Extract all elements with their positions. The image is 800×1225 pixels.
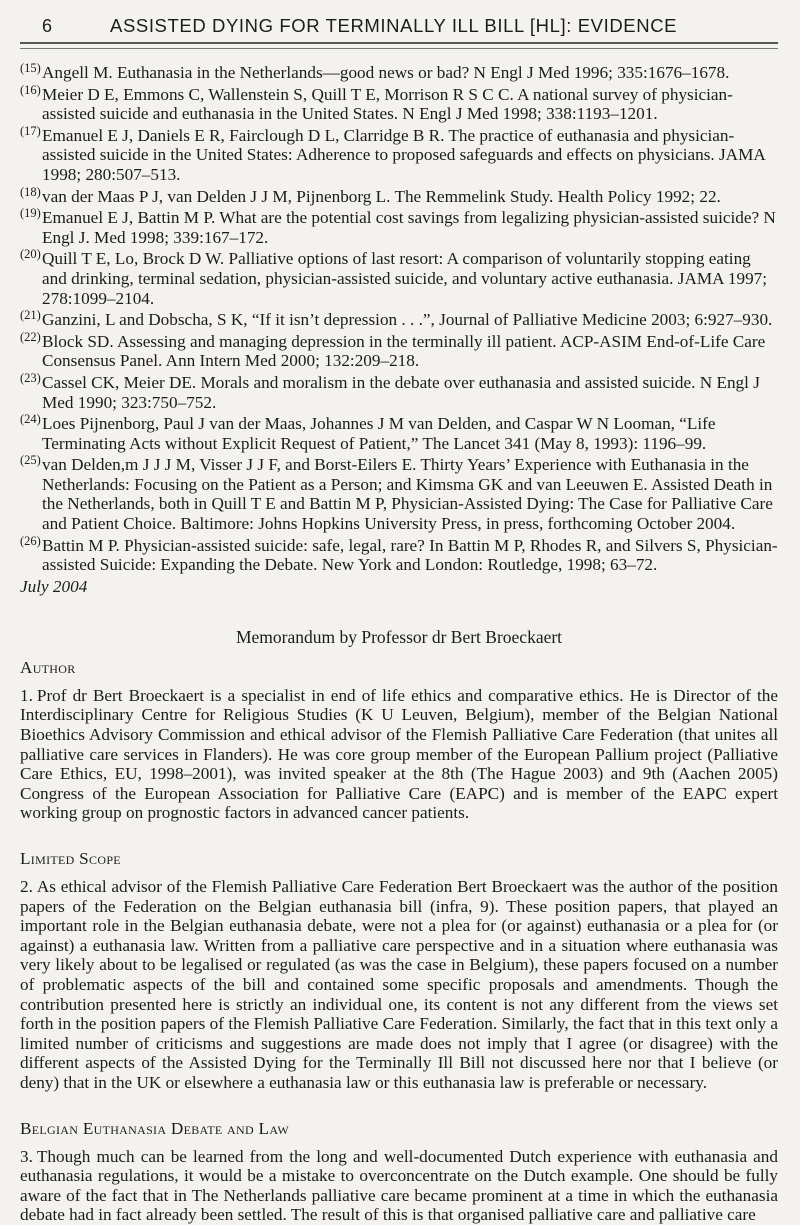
reference-number: (18) (20, 184, 41, 199)
section-heading: Limited Scope (20, 849, 121, 868)
body-paragraph (20, 686, 778, 823)
reference-number: (16) (20, 82, 41, 97)
body-paragraph (20, 877, 778, 1093)
reference-text: Meier D E, Emmons C, Wallenstein S, Quill T E, Morrison R S C C. A national survey of physician-assisted suicide and euthanasia in the United States. N Engl J Med 1998; 338:1193–1201. (42, 84, 733, 124)
paragraph-text: Though much can be learned from the long and well-documented Dutch experience with euthanasia and euthanasia regulations, it would be a mistake to overconcentrate on the Dutch example. One should be fully aware of the fact that in The Netherlands palliative care became prominent at a time in which the euthanasia debate had in fact already been settled. The result of this is that organised palliative care and palliative care (20, 1146, 778, 1225)
paragraph-number: 1. (20, 685, 33, 705)
reference-item (20, 249, 778, 308)
paragraph-number: 3. (20, 1146, 33, 1166)
running-title: ASSISTED DYING FOR TERMINALLY ILL BILL [HL]: EVIDENCE (110, 15, 678, 36)
paragraph-text: Prof dr Bert Broeckaert is a specialist in end of life ethics and comparative ethics. He is Director of the Interdisciplinary Centre for Religious Studies (K U Leuven, Belgium), member of the Belgian National Bioethics Advisory Commission and ethical advisor of the Flemish Palliative Care Federation (that unites all palliative care services in Flanders). He was core group member of the European Pallium project (Palliative Care Ethics, EU, 1998–2001), was invited speaker at the 8th (The Hague 2003) and 9th (Aachen 2005) Congress of the European Association for Palliative Care (EAPC) and is member of the EAPC expert working group on prognostic factors in advanced cancer patients. (20, 685, 778, 823)
reference-text: Block SD. Assessing and managing depression in the terminally ill patient. ACP-ASIM End-of-Life Care Consensus Panel. Ann Intern Med 2000; 132:209–218. (42, 331, 766, 371)
reference-text: Angell M. Euthanasia in the Netherlands—good news or bad? N Engl J Med 1996; 335:1676–1678. (42, 63, 730, 82)
reference-number: (20) (20, 247, 41, 262)
section-heading: Belgian Euthanasia Debate and Law (20, 1118, 289, 1138)
reference-text: Loes Pijnenborg, Paul J van der Maas, Johannes J M van Delden, and Caspar W N Looman, “Life Terminating Acts without Explicit Request of Patient,” The Lancet 341 (May 8, 1993): 1196–99. (42, 414, 716, 453)
reference-text: Emanuel E J, Battin M P. What are the potential cost savings from legalizing physician-assisted suicide? N Engl J. Med 1998; 339:167–172. (42, 208, 776, 247)
memo-title: Memorandum by Professor dr Bert Broeckaert (235, 626, 563, 647)
reference-text: Ganzini, L and Dobscha, S K, “If it isn’t depression . . .”, Journal of Palliative Medicine 2003; 6:927–930. (42, 310, 773, 330)
reference-item (20, 184, 778, 207)
reference-item (20, 82, 778, 124)
reference-number: (15) (20, 61, 41, 75)
paragraph-text: As ethical advisor of the Flemish Palliative Care Federation Bert Broeckaert was the author of the position papers of the Federation on the Belgian euthanasia bill (infra, 9). These position papers, that played an important role in the Belgian euthanasia debate, were not a plea for (or against) euthanasia or a plea for (or against) a euthanasia law. Written from a palliative care perspective and in a situation where euthanasia was very likely about to be legalised or regulated (as was the case in Belgium), these papers focused on a number of problematic aspects of the bill and contained some specific proposals and amendments. Though the contribution presented here is strictly an individual one, its content is not any different from the views set forth in the position papers of the Flemish Palliative Care Federation. Similarly, the fact that in this text only a limited number of criticisms and suggestions are made does not imply that I agree (or disagree) with the different aspects of the Assisted Dying for the Terminally Ill Bill not discussed here nor that I believe (or deny) that in the UK or elsewhere a euthanasia law or this euthanasia law is preferable or necessary. (20, 877, 778, 1092)
body-paragraph (20, 1147, 778, 1225)
section-heading: Author (20, 657, 76, 677)
reference-item (20, 533, 778, 575)
reference-number: (17) (20, 123, 41, 138)
reference-text: Quill T E, Lo, Brock D W. Palliative options of last resort: A comparison of voluntarily stopping eating and drinking, terminal sedation, physician-assisted suicide, and voluntary active euthanasia. JAMA 1997; 278:1099–2104. (42, 249, 768, 308)
reference-number: (19) (20, 206, 41, 221)
paragraph-number: 2. (20, 877, 33, 896)
reference-number: (26) (20, 533, 41, 548)
reference-item (20, 414, 778, 453)
header-rule (20, 42, 778, 49)
reference-text: Cassel CK, Meier DE. Morals and moralism in the debate over euthanasia and assisted suicide. N Engl J Med 1990; 323:750–752. (42, 372, 760, 412)
reference-text: van der Maas P J, van Delden J J M, Pijnenborg L. The Remmelink Study. Health Policy 1992; 22. (42, 186, 721, 206)
reference-item (20, 370, 778, 412)
reference-text: Emanuel E J, Daniels E R, Fairclough D L, Clarridge B R. The practice of euthanasia and physician-assisted suicide in the United States: Adherence to proposed safeguards and effects on physicians. JAMA 1998; 280:507–513. (42, 125, 765, 184)
reference-item (20, 63, 778, 83)
reference-number: (22) (20, 329, 41, 344)
reference-number: (23) (20, 370, 41, 385)
page-header (20, 12, 778, 38)
reference-text: van Delden,m J J J M, Visser J J F, and Borst-Eilers E. Thirty Years’ Experience with Euthanasia in the Netherlands: Focusing on the Patient as a Person; and Kimsma GK and van Leeuwen E. Assisted Death in the Netherlands, both in Quill T E and Battin M P, Physician-Assisted Dying: The Case for Palliative Care and Patient Choice. Baltimore: Johns Hopkins University Press, in press, forthcoming October 2004. (42, 455, 773, 534)
reference-number: (25) (20, 453, 41, 468)
page-number: 6 (42, 16, 53, 36)
reference-number: (24) (20, 412, 41, 427)
reference-item (20, 310, 778, 330)
reference-item (20, 208, 778, 247)
reference-item (20, 455, 778, 533)
date-line: July 2004 (20, 576, 88, 596)
memo-body (20, 658, 778, 1225)
reference-number: (21) (20, 308, 41, 323)
reference-item (20, 123, 778, 185)
reference-text: Battin M P. Physician-assisted suicide: safe, legal, rare? In Battin M P, Rhodes R, and Silvers S, Physician-assisted Suicide: Expanding the Debate. New York and London: Routledge, 1998; 63–72. (42, 535, 778, 575)
reference-list (20, 63, 778, 575)
reference-item (20, 329, 778, 371)
